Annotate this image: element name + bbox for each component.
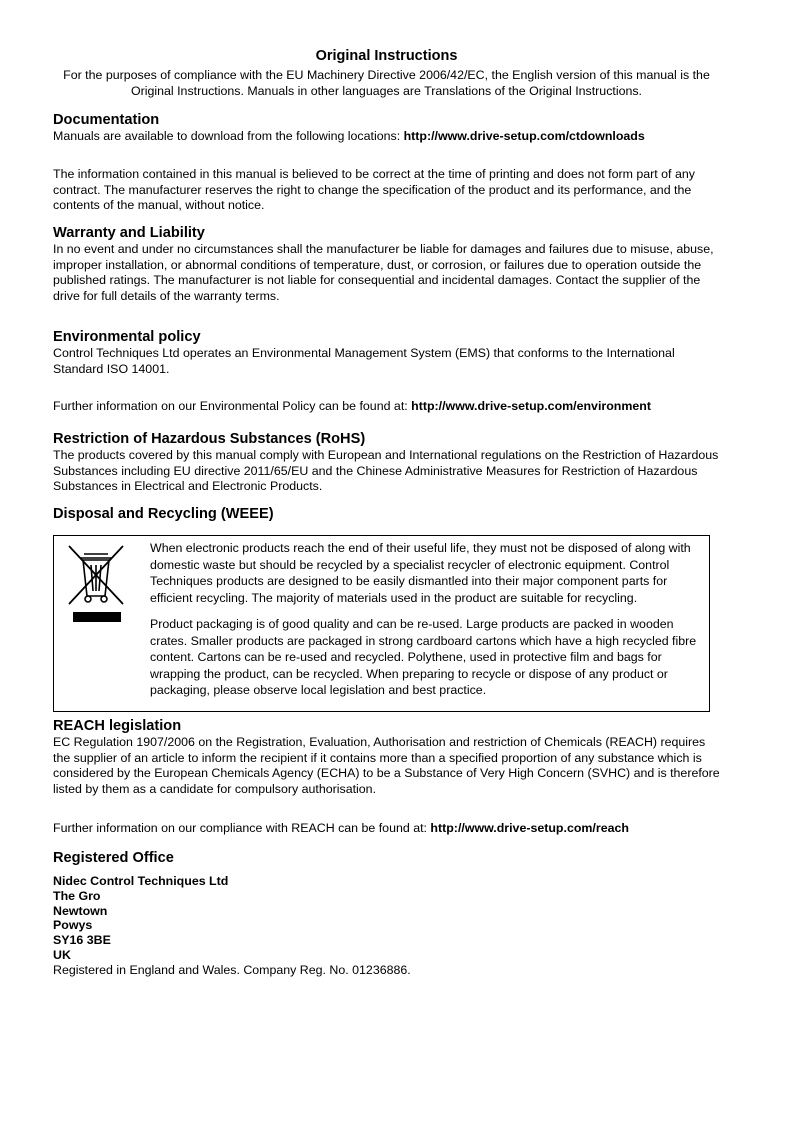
environmental-further-text	[53, 399, 720, 415]
reach-further-section	[53, 821, 720, 837]
environmental-further-section	[53, 399, 720, 415]
environment-link[interactable]: http://www.drive-setup.com/environment	[411, 399, 651, 413]
documentation-intro: Manuals are available to download from the following locations:	[53, 129, 404, 143]
company-name: Nidec Control Techniques Ltd	[53, 874, 229, 888]
reach-section	[53, 717, 720, 797]
address-line-2: Newtown	[53, 903, 108, 918]
reach-further-intro: Further information on our compliance with REACH can be found at:	[53, 821, 431, 835]
weee-box	[53, 535, 710, 712]
rohs-section	[53, 430, 720, 495]
disclaimer-section	[53, 167, 720, 214]
registered-office-heading: Registered Office	[53, 850, 174, 866]
reach-text: EC Regulation 1907/2006 on the Registration, Evaluation, Authorisation and restriction of Chemicals (REACH) requires the supplier of an article to inform the recipient if it contains more than a specified proportion of any substance which is considered by the European Chemicals Agency (ECHA) to be a Substance of Very High Concern (SVHC) and is therefore listed by them as a candidate for compulsory authorisation.	[53, 735, 720, 796]
original-instructions-section	[53, 48, 720, 99]
ctdownloads-link[interactable]: http://www.drive-setup.com/ctdownloads	[403, 129, 645, 143]
reach-heading: REACH legislation	[53, 718, 182, 734]
environmental-further-intro: Further information on our Environmental Policy can be found at:	[53, 399, 412, 413]
weee-heading: Disposal and Recycling (WEEE)	[53, 506, 274, 522]
documentation-heading: Documentation	[53, 112, 160, 128]
address-line-3: Powys	[53, 918, 93, 933]
environmental-section	[53, 328, 720, 377]
crossed-out-wheelie-bin-icon	[66, 544, 128, 634]
registered-office-section	[53, 849, 720, 978]
original-instructions-title: Original Instructions	[315, 48, 458, 64]
rohs-text: The products covered by this manual comply with European and International regulations on the Restriction of Hazardous Substances including EU directive 2011/65/EU and the Chinese Administrative Measures for Restriction of Hazardous Substances in Electrical and Electronic Products.	[53, 448, 719, 493]
weee-text-block	[150, 540, 706, 699]
postcode: SY16 3BE	[53, 933, 111, 948]
weee-section	[53, 505, 720, 523]
reach-link[interactable]: http://www.drive-setup.com/reach	[430, 821, 629, 835]
warranty-heading: Warranty and Liability	[53, 225, 205, 241]
address-line-1: The Gro	[53, 888, 101, 903]
weee-paragraph-2: Product packaging is of good quality and can be re-used. Large products are packed in wooden crates. Smaller products are packaged in strong cardboard cartons which have a high recycled fibre content. Cartons can be re-used and recycled. Polythene, used in protective film and bags for wrapping the product, can be recycled. When preparing to recycle or dispose of any product or packaging, please observe local legislation and best practice.	[150, 617, 697, 697]
environmental-text: Control Techniques Ltd operates an Environmental Management System (EMS) that conforms to the International Standard ISO 14001.	[53, 346, 675, 376]
environmental-heading: Environmental policy	[53, 329, 201, 345]
documentation-section	[53, 111, 720, 145]
weee-paragraph-1: When electronic products reach the end of their useful life, they must not be disposed of along with domestic waste but should be recycled by a specialist recycler of electronic equipment. Control Techniques products are designed to be easily dismantled into their major component parts for efficient recycling. The majority of materials used in the product are suitable for recycling.	[150, 541, 691, 605]
documentation-text	[53, 129, 720, 145]
warranty-section	[53, 224, 720, 304]
warranty-text: In no event and under no circumstances shall the manufacturer be liable for damages and failures due to misuse, abuse, improper installation, or abnormal conditions of temperature, dust, or corrosion, or failures due to operation outside the published ratings. The manufacturer is not liable for consequential and incidental damages. Contact the supplier of the drive for full details of the warranty terms.	[53, 242, 714, 303]
reach-further-text	[53, 821, 720, 837]
country: UK	[53, 947, 71, 962]
company-registration: Registered in England and Wales. Company Reg. No. 01236886.	[53, 962, 411, 977]
original-instructions-text: For the purposes of compliance with the EU Machinery Directive 2006/42/EC, the English version of this manual is the Original Instructions. Manuals in other languages are Translations of the Original Instructions.	[63, 68, 710, 98]
rohs-heading: Restriction of Hazardous Substances (RoHS)	[53, 431, 366, 447]
disclaimer-text: The information contained in this manual is believed to be correct at the time of printing and does not form part of any contract. The manufacturer reserves the right to change the specification of the product and its performance, and the contents of the manual, without notice.	[53, 167, 695, 212]
